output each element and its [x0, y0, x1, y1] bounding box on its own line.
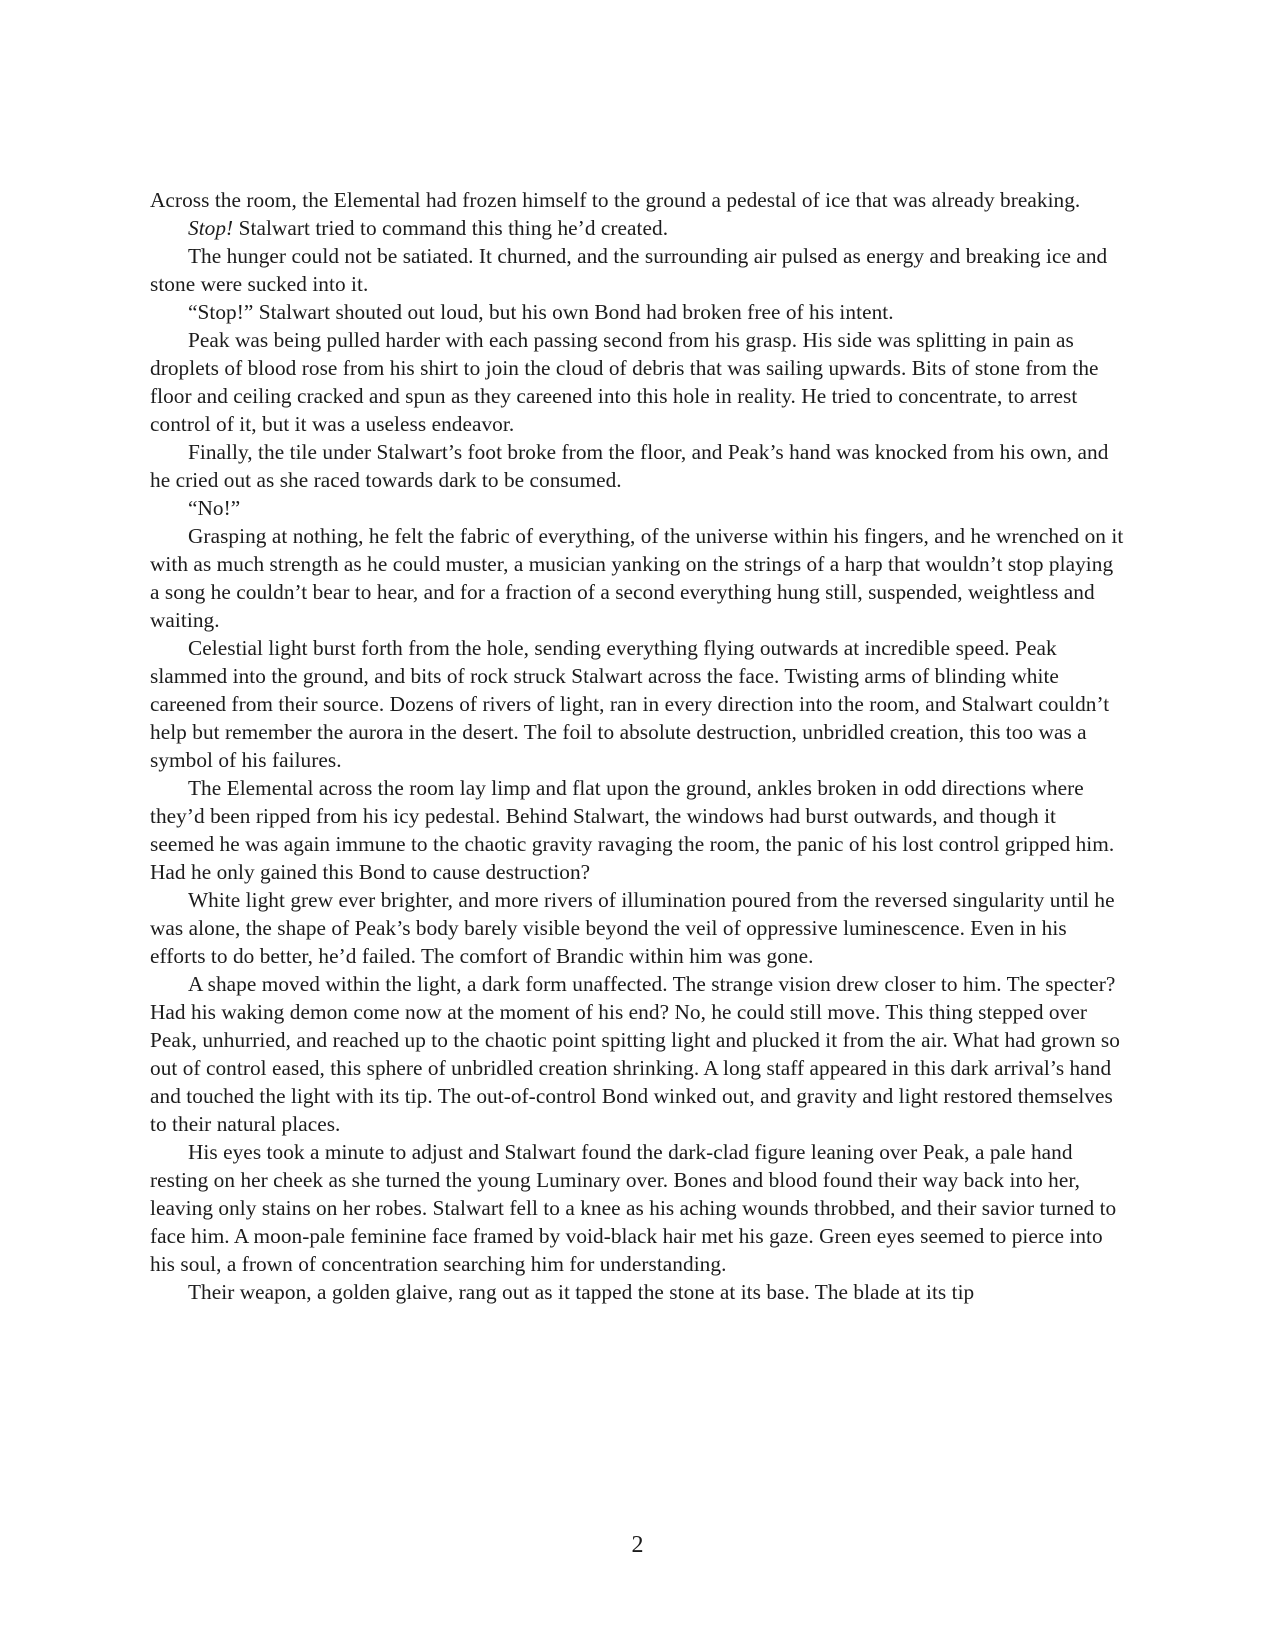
- paragraph-1: [150, 186, 1125, 214]
- paragraph-text: Celestial light burst forth from the hole, sending everything flying outwards at incredible speed. Peak slammed into the ground, and bits of rock struck Stalwart across the face. Twisting arms of blinding white careened from their source. Dozens of rivers of light, ran in every direction into the room, and Stalwart couldn’t help but remember the aurora in the desert. The foil to absolute destruction, unbridled creation, this too was a symbol of his failures.: [150, 636, 1110, 772]
- paragraph-text: The hunger could not be satiated. It churned, and the surrounding air pulsed as energy and breaking ice and stone were sucked into it.: [150, 244, 1108, 296]
- paragraph-10: [150, 774, 1125, 886]
- paragraph-3: [150, 242, 1125, 298]
- paragraph-6: [150, 438, 1125, 494]
- paragraph-text: His eyes took a minute to adjust and Stalwart found the dark-clad figure leaning over Peak, a pale hand resting on her cheek as she turned the young Luminary over. Bones and blood found their way back into her, leaving only stains on her robes. Stalwart fell to a knee as his aching wounds throbbed, and their savior turned to face him. A moon-pale feminine face framed by void-black hair met his gaze. Green eyes seemed to pierce into his soul, a frown of concentration searching him for understanding.: [150, 1140, 1117, 1276]
- paragraph-5: [150, 326, 1125, 438]
- paragraph-text: The Elemental across the room lay limp and flat upon the ground, ankles broken in odd directions where they’d been ripped from his icy pedestal. Behind Stalwart, the windows had burst outwards, and though it seemed he was again immune to the chaotic gravity ravaging the room, the panic of his lost control gripped him. Had he only gained this Bond to cause destruction?: [150, 776, 1115, 884]
- italic-word: Stop!: [188, 216, 234, 240]
- paragraph-7: [150, 494, 1125, 522]
- paragraph-9: [150, 634, 1125, 774]
- paragraph-text: Finally, the tile under Stalwart’s foot broke from the floor, and Peak’s hand was knocked from his own, and he cried out as she raced towards dark to be consumed.: [150, 440, 1109, 492]
- paragraph-4: [150, 298, 1125, 326]
- paragraph-text: “No!”: [188, 496, 241, 520]
- paragraph-text: Stalwart tried to command this thing he’d created.: [233, 216, 669, 240]
- paragraph-text: Peak was being pulled harder with each passing second from his grasp. His side was splitting in pain as droplets of blood rose from his shirt to join the cloud of debris that was sailing upwards. Bits of stone from the floor and ceiling cracked and spun as they careened into this hole in reality. He tried to concentrate, to arrest control of it, but it was a useless endeavor.: [150, 328, 1099, 436]
- paragraph-2: [150, 214, 1125, 242]
- paragraph-14: [150, 1278, 1125, 1306]
- page-number: 2: [631, 1532, 644, 1558]
- paragraph-11: [150, 886, 1125, 970]
- paragraph-text: Across the room, the Elemental had frozen himself to the ground a pedestal of ice that was already breaking.: [150, 188, 1081, 212]
- paragraph-13: [150, 1138, 1125, 1278]
- paragraph-text: White light grew ever brighter, and more rivers of illumination poured from the reversed singularity until he was alone, the shape of Peak’s body barely visible beyond the veil of oppressive luminescence. Even in his efforts to do better, he’d failed. The comfort of Brandic within him was gone.: [150, 888, 1115, 968]
- paragraph-12: [150, 970, 1125, 1138]
- paragraph-text: “Stop!” Stalwart shouted out loud, but his own Bond had broken free of his intent.: [188, 300, 894, 324]
- paragraph-text: Grasping at nothing, he felt the fabric of everything, of the universe within his fingers, and he wrenched on it with as much strength as he could muster, a musician yanking on the strings of a harp that wouldn’t stop playing a song he couldn’t bear to hear, and for a fraction of a second everything hung still, suspended, weightless and waiting.: [150, 524, 1124, 632]
- body-text: [150, 186, 1125, 1306]
- paragraph-text: Their weapon, a golden glaive, rang out as it tapped the stone at its base. The blade at its tip: [188, 1280, 975, 1304]
- paragraph-text: A shape moved within the light, a dark form unaffected. The strange vision drew closer to him. The specter? Had his waking demon come now at the moment of his end? No, he could still move. This thing stepped over Peak, unhurried, and reached up to the chaotic point spitting light and plucked it from the air. What had grown so out of control eased, this sphere of unbridled creation shrinking. A long staff appeared in this dark arrival’s hand and touched the light with its tip. The out-of-control Bond winked out, and gravity and light restored themselves to their natural places.: [150, 972, 1120, 1136]
- paragraph-8: [150, 522, 1125, 634]
